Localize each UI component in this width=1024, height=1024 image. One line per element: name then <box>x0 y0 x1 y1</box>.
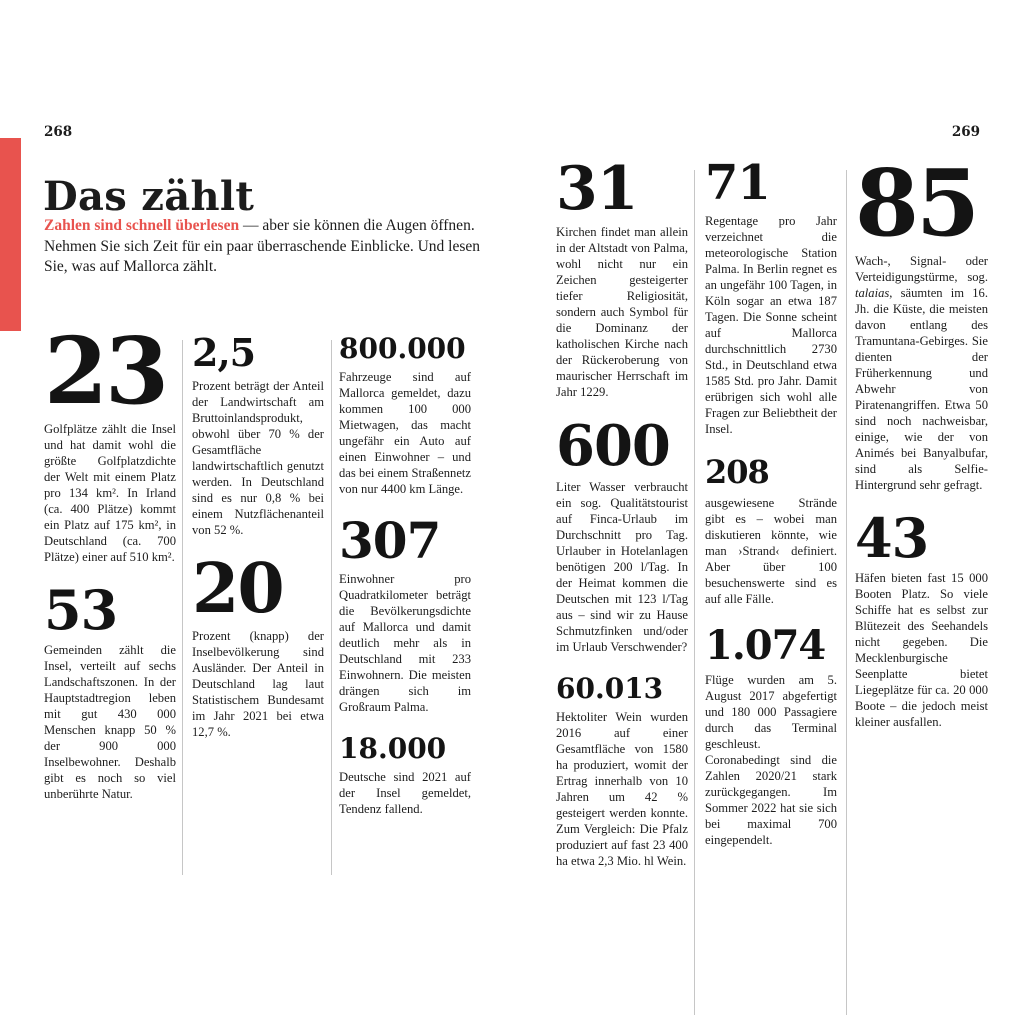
page-number-left: 268 <box>44 124 73 140</box>
stat-number: 43 <box>855 505 929 570</box>
page-title: Das zählt <box>43 172 255 220</box>
stat-number: 53 <box>44 577 118 642</box>
stat-text: Prozent (knapp) der Inselbevölkerung sind Ausländer. Der Anteil in Deutschland lag laut Statistischem Bundesamt im Jahr 2021 bei etwa 12,7 %. <box>192 629 324 740</box>
column-divider <box>182 340 183 875</box>
stat-item <box>556 412 688 656</box>
stat-number: 2,5 <box>192 330 256 375</box>
stat-number: 60.013 <box>556 672 664 706</box>
stat-text: Regentage pro Jahr verzeichnet die meteorologische Station Palma. In Berlin regnet es an ungefähr 100 Tagen, in Köln sogar an etwa 187 Tagen. Die Sonne scheint auf Mallorca durchschnittlich 2730 Std., in Deutschland etwa 1585 Std. pro Jahr. Damit erübrigen sich wohl alle Fragen zur Beliebtheit der Insel. <box>705 214 837 436</box>
stat-text: Liter Wasser verbraucht ein sog. Qualitätstourist auf Finca-Urlaub im Durchschnitt pro Tag. Urlauber in Hotelanlagen benötigen 200 l/Tag. In der Heimat kommen die Deutschen mit 123 l/Tag aus – sind wir zu Hause Schmutzfinken und/oder im Urlaub Verschwender? <box>556 480 688 655</box>
stat-number: 23 <box>44 317 167 425</box>
stat-text: Prozent beträgt der Anteil der Landwirtschaft am Bruttoinlandsprodukt, obwohl über 70 % der Gesamtfläche landwirtschaftlich genutzt werden. In Deutschland sind es nur 0,8 % bei einem Nutzflächenanteil von 52 %. <box>192 379 324 538</box>
stat-column-2 <box>192 330 324 761</box>
stat-text: Kirchen findet man allein in der Altstadt von Palma, wohl nicht nur ein Zeichen gesteigerter tiefer Religiosität, sondern auch Symbol für die Dominanz der katholischen Kirche nach der Rückeroberung von maurischer Herrschaft im Jahr 1229. <box>556 225 688 399</box>
stat-text <box>855 254 988 494</box>
stat-item <box>556 154 688 401</box>
stat-column-3 <box>339 332 471 838</box>
column-divider <box>846 170 847 1015</box>
stat-text: Flüge wurden am 5. August 2017 abgefertigt und 180 000 Passagiere durch das Terminal geschleust. Coronabedingt sind die Zahlen 2020/21 stark zurückgegangen. Im Sommer 2022 hat sie sich bei maximal 700 eingependelt. <box>705 672 837 847</box>
stat-item <box>705 155 837 438</box>
stat-text: Golfplätze zählt die Insel und hat damit wohl die größte Golfplatzdichte der Welt mit einem Platz pro 134 km². In Irland (ca. 400 Plätze) kommt ein Platz auf 175 km², in Deutschland (ca. 700 Plätze) einer auf 510 km². <box>44 421 176 564</box>
stat-item <box>44 317 176 566</box>
stat-item <box>192 549 324 741</box>
stat-item <box>705 621 837 849</box>
stat-number: 600 <box>556 412 670 479</box>
column-divider <box>694 170 695 1015</box>
intro-rest: — aber sie können die Augen öffnen. Nehmen Sie sich Zeit für ein paar überraschende Einblicke. Und lesen Sie, was auf Mallorca zählt. <box>44 217 480 276</box>
stat-column-4 <box>556 154 688 890</box>
stat-number: 208 <box>705 452 769 491</box>
stat-text: ausgewiesene Strände gibt es – wobei man diskutieren könnte, wie man ›Strand‹ definiert. Aber über 100 besuchenswerte sind es auf alle Fälle. <box>705 495 837 606</box>
stat-item <box>556 672 688 870</box>
stat-item <box>339 332 471 498</box>
stat-item <box>44 577 176 803</box>
intro-paragraph <box>44 216 480 278</box>
stat-item <box>339 731 471 818</box>
stat-number: 85 <box>855 149 978 257</box>
stat-number: 1.074 <box>705 621 826 669</box>
stat-number: 71 <box>705 155 770 211</box>
intro-highlight: Zahlen sind schnell überlesen <box>44 217 240 234</box>
stat-column-5 <box>705 155 837 868</box>
stat-column-1 <box>44 317 176 823</box>
stat-item <box>339 511 471 716</box>
page-number-right: 269 <box>951 124 980 140</box>
stat-text-pre: Wach-, Signal- oder Verteidigungstürme, sog. <box>855 253 988 284</box>
stat-text-post: , säumten im 16. Jh. die Küste, die meisten davon entlang des Tramuntana-Gebirges. Sie dienten der Früherkennung und Abwehr von Piratenangriffen. Etwa 50 sind noch nachweisbar, einige, wie der von Animés bei Banyalbufar, sind als Selfie-Hintergrund sehr gefragt. <box>855 285 988 492</box>
stat-text: Häfen bieten fast 15 000 Booten Platz. So viele Schiffe hat es selbst zur Blütezeit des Seehandels nicht gegeben. Die Mecklenburgische Seenplatte bietet Liegeplätze für ca. 20 000 Boote – die jedoch meist kleiner ausfallen. <box>855 571 988 730</box>
stat-number: 800.000 <box>339 332 466 365</box>
stat-text: Einwohner pro Quadratkilometer beträgt die Bevölkerungsdichte auf Mallorca und damit deutlich mehr als in Deutschland mit 233 Einwohnern. Die meisten drängen sich im Großraum Palma. <box>339 572 471 714</box>
stat-item <box>855 505 988 731</box>
stat-text: Gemeinden zählt die Insel, verteilt auf sechs Landschaftszonen. In der Hauptstadtregion leben mit gut 430 000 Menschen knapp 50 % der 900 000 Inselbewohner. Deshalb gibt es noch so viel unberührte Natur. <box>44 643 176 802</box>
stat-item <box>705 452 837 608</box>
stat-column-6 <box>855 149 988 751</box>
stat-item <box>192 330 324 539</box>
accent-bar <box>0 138 21 331</box>
stat-text: Fahrzeuge sind auf Mallorca gemeldet, dazu kommen 100 000 Mietwagen, das macht ungefähr ein Auto auf einen Einwohner – und das bei einem Straßennetz von nur 4400 km Länge. <box>339 370 471 497</box>
column-divider <box>331 340 332 875</box>
stat-text-italic: talaias <box>855 285 890 300</box>
stat-number: 20 <box>192 549 283 630</box>
stat-number: 18.000 <box>339 731 447 765</box>
stat-number: 31 <box>556 154 638 224</box>
stat-text: Hektoliter Wein wurden 2016 auf einer Gesamtfläche von 1580 ha produziert, womit der Ertrag innerhalb von 10 Jahren um 42 % gesteigert werden konnte. Zum Vergleich: Die Pfalz produziert auf fast 23 400 ha etwa 2,3 Mio. hl Wein. <box>556 710 688 869</box>
stat-text: Deutsche sind 2021 auf der Insel gemeldet, Tendenz fallend. <box>339 770 471 817</box>
stat-item <box>855 149 988 494</box>
stat-number: 307 <box>339 511 441 571</box>
